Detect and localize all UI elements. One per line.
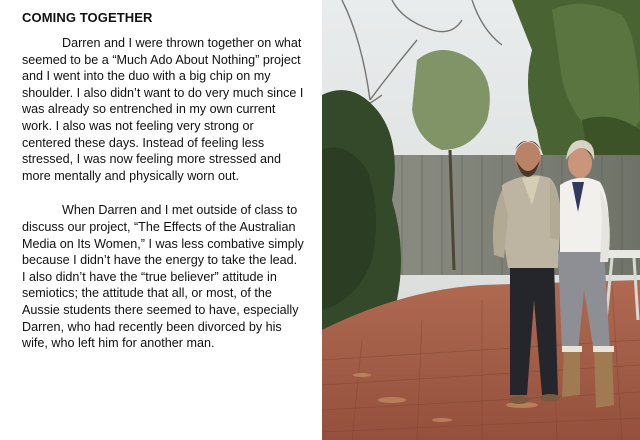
paragraph-2: When Darren and I met outside of class to discuss our project, “The Effects of the Australian Media on Its Women,” I was less combative simply because I didn’t have the energy to take the lead. I also didn’t have the “true believer” attitude in semiotics; the attitude that all, or most, of the Aussie students there seemed to have, especially Darren, who had recently been divorced by his wife, who left him for another man. bbox=[22, 203, 304, 351]
photo-garden-couple bbox=[322, 0, 640, 440]
paragraph-1: Darren and I were thrown together on what seemed to be a “Much Ado About Nothing” project and I went into the duo with a big chip on my shoulder. I also didn’t want to do very much since I was already so entrenched in my own current work. I also was not feeling very strong or centered these days. Instead of feeling less stressed, I was now feeling more stressed and more mentally and physically worn out. bbox=[22, 36, 304, 183]
photo bbox=[322, 0, 640, 440]
page-title: COMING TOGETHER bbox=[22, 10, 153, 25]
